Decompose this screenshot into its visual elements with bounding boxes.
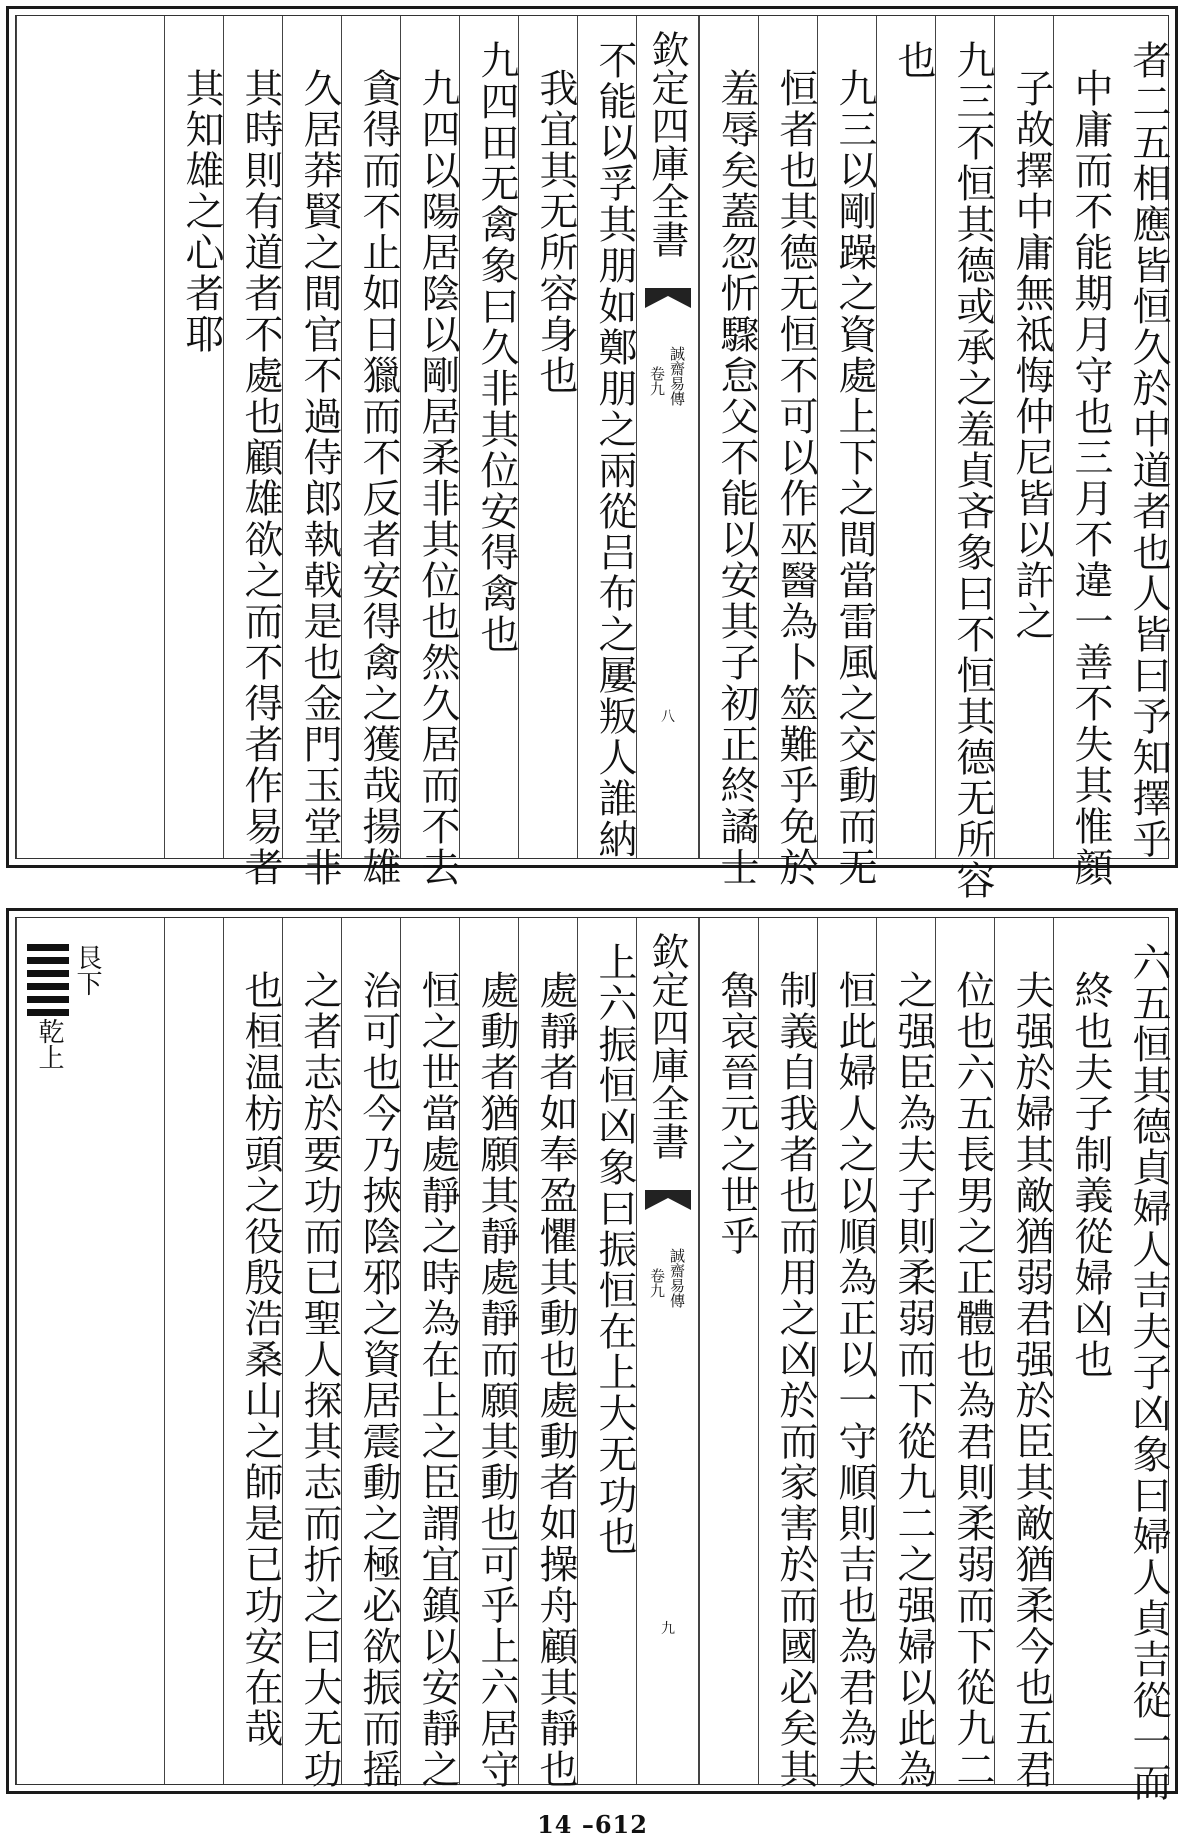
banner-series: 誠齋易傳 <box>668 346 686 406</box>
column-text: 我宜其无所容身也 <box>533 68 578 396</box>
fish-tail-mark <box>643 286 693 310</box>
text-column <box>282 16 342 888</box>
text-column <box>817 918 877 1790</box>
text-column <box>223 918 282 1784</box>
fish-tail-mark <box>643 1188 693 1212</box>
text-column <box>282 918 342 1790</box>
text-column <box>758 918 818 1790</box>
text-column <box>577 918 636 1784</box>
hexagram-icon <box>27 944 69 1022</box>
column-text: 恒者也其德无恒不可以作巫醫為卜筮難乎免於 <box>773 68 818 888</box>
center-banner <box>636 918 699 1784</box>
column-text: 終也夫子制義從婦凶也 <box>1068 970 1113 1380</box>
top-page <box>6 6 1178 901</box>
bottom-page-frame <box>15 917 1171 1803</box>
text-column <box>459 16 518 858</box>
text-column <box>164 16 223 858</box>
column-text: 處動者猶願其靜處靜而願其動也可乎上六居守 <box>474 970 519 1790</box>
column-text: 也 <box>891 40 936 81</box>
column-text: 處靜者如奉盈懼其動也處動者如操舟顧其靜也 <box>533 970 578 1790</box>
text-column <box>518 16 577 858</box>
hexagram-column <box>16 918 164 1784</box>
column-text: 九三不恒其德或承之羞貞吝象曰不恒其德无所容 <box>950 40 995 901</box>
text-column <box>1112 918 1171 1803</box>
text-column <box>341 16 401 888</box>
column-text: 制義自我者也而用之凶於而家害於而國必矣其 <box>773 970 818 1790</box>
text-column <box>1112 16 1171 858</box>
text-column <box>935 918 995 1790</box>
column-text: 六五恒其德貞婦人吉夫子凶象曰婦人貞吉從一而 <box>1126 942 1171 1803</box>
banner-volume: 卷九 <box>648 1268 666 1298</box>
column-text: 恒此婦人之以順為正以一守順則吉也為君為夫 <box>832 970 877 1790</box>
text-column <box>341 918 401 1790</box>
column-text: 其時則有道者不處也顧雄欲之而不得者作易者 <box>238 68 283 888</box>
column-text: 位也六五長男之正體也為君則柔弱而下從九二 <box>950 970 995 1790</box>
blank-column <box>164 918 223 1784</box>
text-column <box>817 16 877 888</box>
column-text: 之强臣為夫子則柔弱而下從九二之强婦以此為 <box>891 970 936 1790</box>
text-column <box>1053 16 1113 888</box>
text-column <box>994 918 1054 1790</box>
text-column <box>699 16 759 888</box>
page-number: 14 –612 <box>537 1810 648 1839</box>
column-text: 其知雄之心者耶 <box>179 68 224 355</box>
text-column <box>699 918 758 1784</box>
column-text: 魯哀晉元之世乎 <box>714 970 759 1257</box>
blank-margin <box>16 16 164 858</box>
column-text: 九三以剛躁之資處上下之間當雷風之交動而无 <box>832 68 877 888</box>
column-text: 上六振恒凶象曰振恒在上大无功也 <box>592 942 637 1557</box>
column-text: 子故擇中庸無祗悔仲尼皆以許之 <box>1009 68 1054 642</box>
column-text: 羞辱矣蓋忽忻驟怠父不能以安其子初正終譎士 <box>714 68 759 888</box>
column-text: 者二五相應皆恒久於中道者也人皆曰予知擇乎 <box>1126 40 1171 860</box>
text-column <box>994 16 1053 858</box>
column-text: 恒之世當處靜之時為在上之臣謂宜鎮以安靜之 <box>415 970 460 1790</box>
folio-number: 八 <box>661 709 675 725</box>
banner-volume: 卷九 <box>648 366 666 396</box>
text-column <box>577 16 636 858</box>
text-column <box>758 16 818 888</box>
text-column <box>876 918 936 1790</box>
banner-title: 欽定四庫全書 <box>645 30 689 258</box>
center-banner <box>636 16 699 858</box>
trigram-lower: 艮下 <box>72 944 102 996</box>
top-page-frame <box>15 15 1171 901</box>
text-column <box>223 16 283 888</box>
text-column <box>1053 918 1112 1784</box>
folio-number: 九 <box>661 1621 675 1637</box>
banner-series: 誠齋易傳 <box>668 1248 686 1308</box>
column-text: 久居莽賢之間官不過侍郎執戟是也金門玉堂非 <box>297 68 342 888</box>
text-column <box>935 16 995 901</box>
banner-title: 欽定四庫全書 <box>645 932 689 1160</box>
text-column <box>459 918 519 1790</box>
column-text: 之者志於要功而已聖人探其志而折之曰大无功 <box>297 970 342 1790</box>
text-column <box>400 16 460 888</box>
bottom-page <box>6 908 1178 1803</box>
column-text: 夫强於婦其敵猶弱君强於臣其敵猶柔今也五君 <box>1009 970 1054 1790</box>
text-column <box>400 918 460 1790</box>
column-text: 中庸而不能期月守也三月不違一善不失其惟顔 <box>1068 68 1113 888</box>
column-text: 貪得而不止如日獵而不反者安得禽之獲哉揚雄 <box>356 68 401 888</box>
column-text: 也桓温枋頭之役殷浩桑山之師是已功安在哉 <box>238 970 283 1749</box>
column-text: 不能以孚其朋如鄭朋之兩從吕布之屢叛人誰納 <box>592 40 637 860</box>
column-text: 治可也今乃挾陰邪之資居震動之極必欲振而摇 <box>356 970 401 1790</box>
text-column <box>876 16 935 858</box>
column-text: 九四田无禽象曰久非其位安得禽也 <box>474 40 519 655</box>
text-column <box>518 918 578 1790</box>
column-text: 九四以陽居陰以剛居柔非其位也然久居而不去 <box>415 68 460 888</box>
trigram-upper: 乾上 <box>34 1018 64 1070</box>
